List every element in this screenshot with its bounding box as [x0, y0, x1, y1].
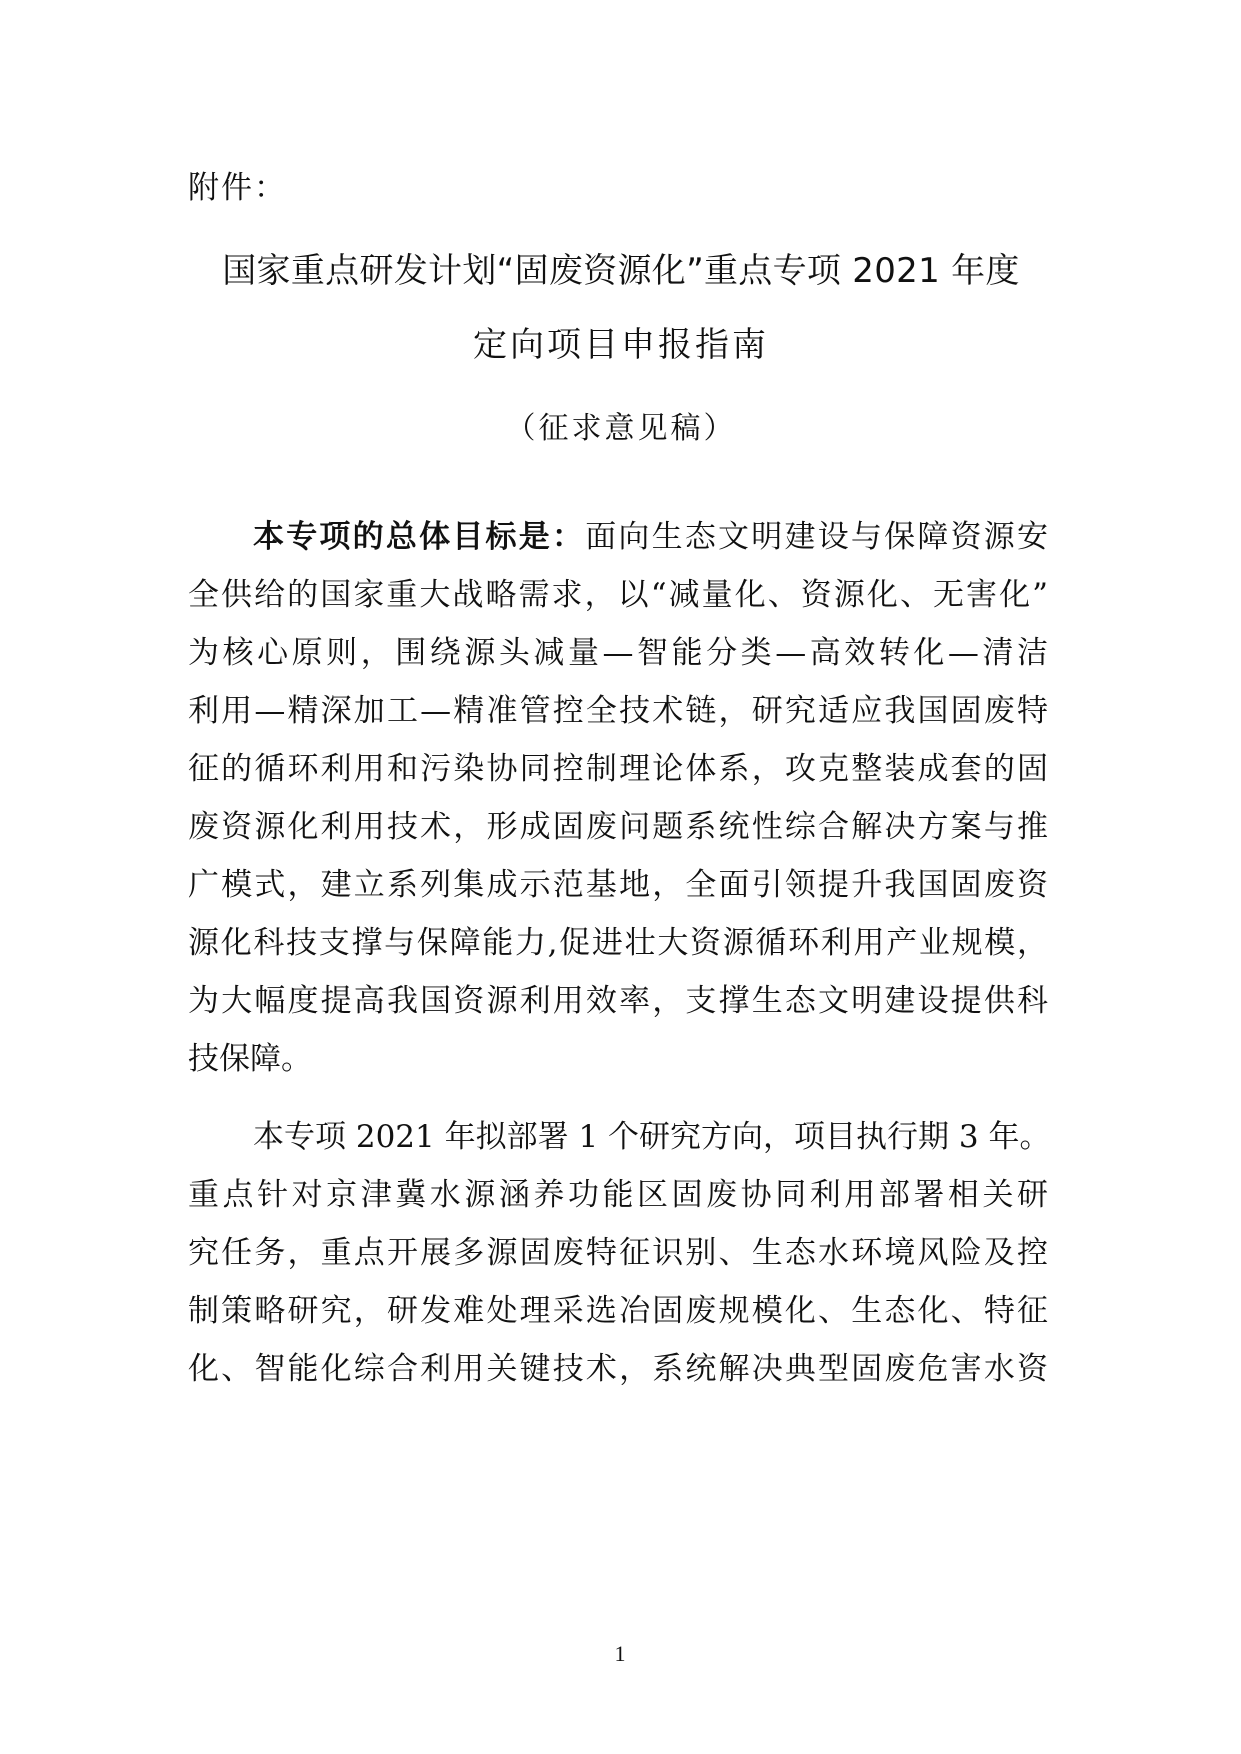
paragraph-1-line: 技保障。 [188, 1041, 312, 1077]
paragraph-1-line-1 [253, 515, 1048, 559]
paragraph-1-lead: 本专项的总体目标是： [253, 519, 586, 555]
document-subtitle: （征求意见稿） [505, 411, 737, 446]
paragraph-1-line: 利用—精深加工—精准管控全技术链，研究适应我国固废特 [188, 693, 1048, 729]
paragraph-1-line: 为大幅度提高我国资源利用效率，支撑生态文明建设提供科 [188, 983, 1048, 1019]
page-number: 1 [614, 1641, 626, 1666]
paragraph-1-line: 源化科技支撑与保障能力,促进壮大资源循环利用产业规模， [188, 925, 1048, 961]
paragraph-1-line: 废资源化利用技术，形成固废问题系统性综合解决方案与推 [188, 809, 1048, 845]
paragraph-2-line: 重点针对京津冀水源涵养功能区固废协同利用部署相关研 [188, 1177, 1048, 1213]
paragraph-2-line: 制策略研究，研发难处理采选冶固废规模化、生态化、特征 [188, 1293, 1048, 1329]
paragraph-1-line: 全供给的国家重大战略需求，以“减量化、资源化、无害化” [188, 577, 1048, 613]
paragraph-1-line: 征的循环利用和污染协同控制理论体系，攻克整装成套的固 [188, 751, 1048, 787]
paragraph-1-line: 为核心原则，围绕源头减量—智能分类—高效转化—清洁 [188, 635, 1048, 671]
document-title-line-2: 定向项目申报指南 [473, 325, 769, 365]
attachment-label: 附件： [188, 170, 287, 206]
document-title-line-1: 国家重点研发计划“固废资源化”重点专项 2021 年度 [222, 251, 1020, 291]
paragraph-2-line: 究任务，重点开展多源固废特征识别、生态水环境风险及控 [188, 1235, 1048, 1271]
paragraph-1-line-1-text: 面向生态文明建设与保障资源安 [585, 519, 1049, 555]
paragraph-2-line-1: 本专项 2021 年拟部署 1 个研究方向，项目执行期 3 年。 [253, 1119, 1051, 1155]
paragraph-1-line: 广模式，建立系列集成示范基地，全面引领提升我国固废资 [188, 867, 1048, 903]
paragraph-2-line: 化、智能化综合利用关键技术，系统解决典型固废危害水资 [188, 1351, 1048, 1387]
